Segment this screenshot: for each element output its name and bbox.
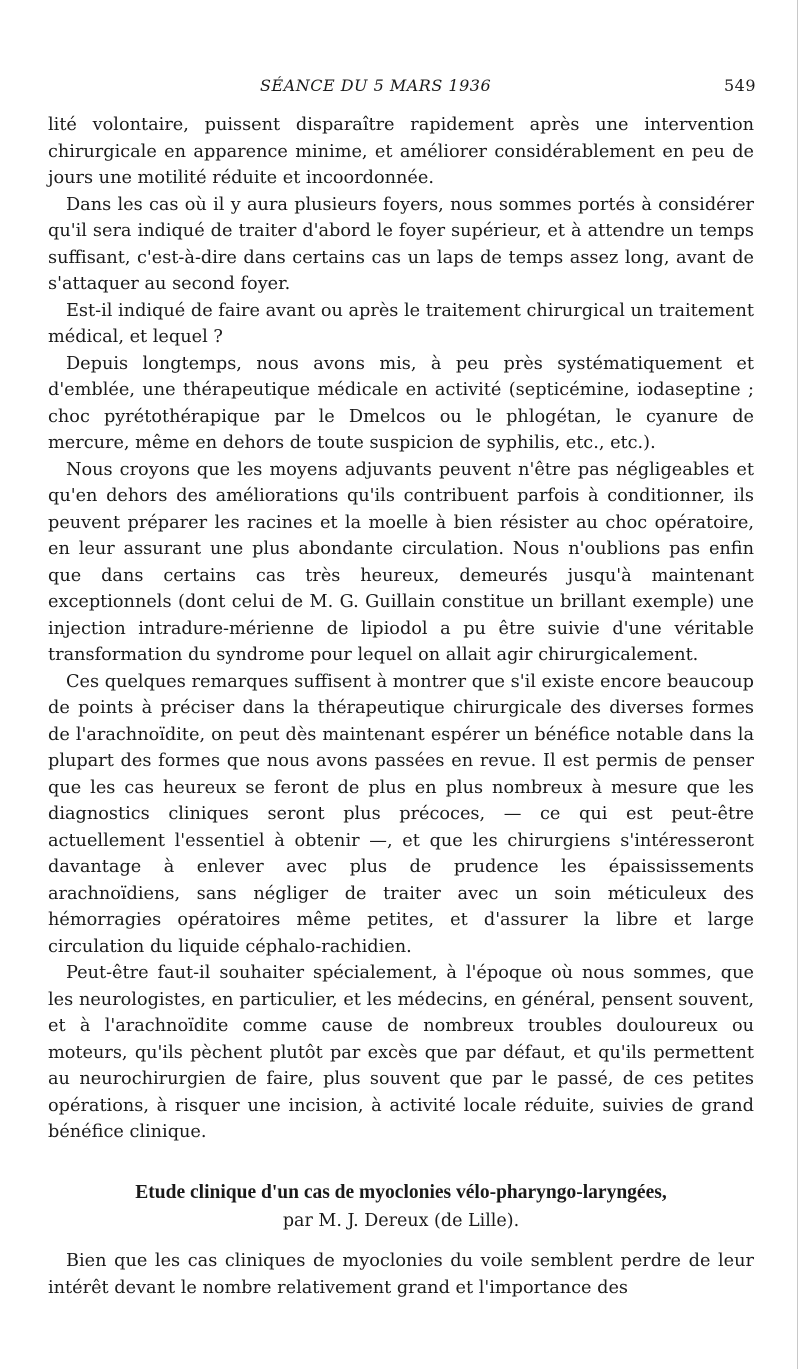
article-opening-paragraph: Bien que les cas cliniques de myoclonies du voile semblent perdre de leur intérêt devant le nombre relativement grand et l'importance des (48, 1251, 754, 1298)
article-byline: par M. J. Dereux (de Lille). (282, 1211, 520, 1231)
paragraph-6: Ces quelques remarques suffisent à montrer que s'il existe encore beaucoup de points à préciser dans la thérapeutique chirurgicale des diverses formes de l'arachnoïdite, on peut dès maintenant espérer un bénéfice notable dans la plupart des formes que nous avons passées en revue. Il est permis de penser que les cas heureux se feront de plus en plus nombreux à mesure que les diagnostics cliniques seront plus précoces, — ce qui est peut-être actuellement l'essentiel à obtenir —, et que les chirurgiens s'intéresseront davantage à enlever avec plus de prudence les épaississements arachnoïdiens, sans négliger de traiter avec un soin méticuleux des hémorragies opératoires même petites, et d'assurer la libre et large circulation du liquide céphalo-rachidien. (48, 671, 754, 957)
page-edge-rule (797, 0, 798, 1369)
paragraph-4: Depuis longtemps, nous avons mis, à peu près systématiquement et d'emblée, une thérapeutique médicale en activité (septicémine, iodaseptine ; choc pyrétothérapique par le Dmelcos ou le phlogétan, le cyanure de mercure, même en dehors de toute suspicion de syphilis, etc., etc.). (48, 353, 754, 453)
article-body (48, 1248, 754, 1301)
body-text (48, 112, 754, 1146)
paragraph-1: lité volontaire, puissent disparaître rapidement après une intervention chirurgicale en apparence minime, et améliorer considérablement en peu de jours une motilité réduite et incoordonnée. (48, 115, 754, 188)
page-number: 549 (723, 76, 756, 95)
paragraph-7: Peut-être faut-il souhaiter spécialement, à l'époque où nous sommes, que les neurologistes, en particulier, et les médecins, en général, pensent souvent, et à l'arachnoïdite comme cause de nombreux troubles douloureux ou moteurs, qu'ils pèchent plutôt par excès que par défaut, et qu'ils permettent au neurochirurgien de faire, plus souvent que par le passé, de ces petites opérations, à risquer une incision, à activité locale réduite, suivies de grand bénéfice clinique. (48, 963, 754, 1142)
paragraph-2: Dans les cas où il y aura plusieurs foyers, nous sommes portés à considérer qu'il sera indiqué de traiter d'abord le foyer supérieur, et à attendre un temps suffisant, c'est-à-dire dans certains cas un laps de temps assez long, avant de s'attaquer au second foyer. (48, 194, 754, 294)
article-title: Etude clinique d'un cas de myoclonies vélo-pharyngo-laryngées, (135, 1182, 667, 1203)
paragraph-3: Est-il indiqué de faire avant ou après le traitement chirurgical un traitement médical, et lequel ? (48, 300, 754, 347)
article-heading (48, 1180, 754, 1234)
running-title: SÉANCE DU 5 MARS 1936 (260, 76, 492, 95)
paragraph-5: Nous croyons que les moyens adjuvants peuvent n'être pas négligeables et qu'en dehors des améliorations qu'ils contribuent parfois à conditionner, ils peuvent préparer les racines et la moelle à bien résister au choc opératoire, en leur assurant une plus abondante circulation. Nous n'oublions pas enfin que dans certains cas très heureux, demeurés jusqu'à maintenant exceptionnels (dont celui de M. G. Guillain constitue un brillant exemple) une injection intradure-mérienne de lipiodol a pu être suivie d'une véritable transformation du syndrome pour lequel on allait agir chirurgicalement. (48, 459, 754, 665)
page-header (48, 76, 756, 100)
